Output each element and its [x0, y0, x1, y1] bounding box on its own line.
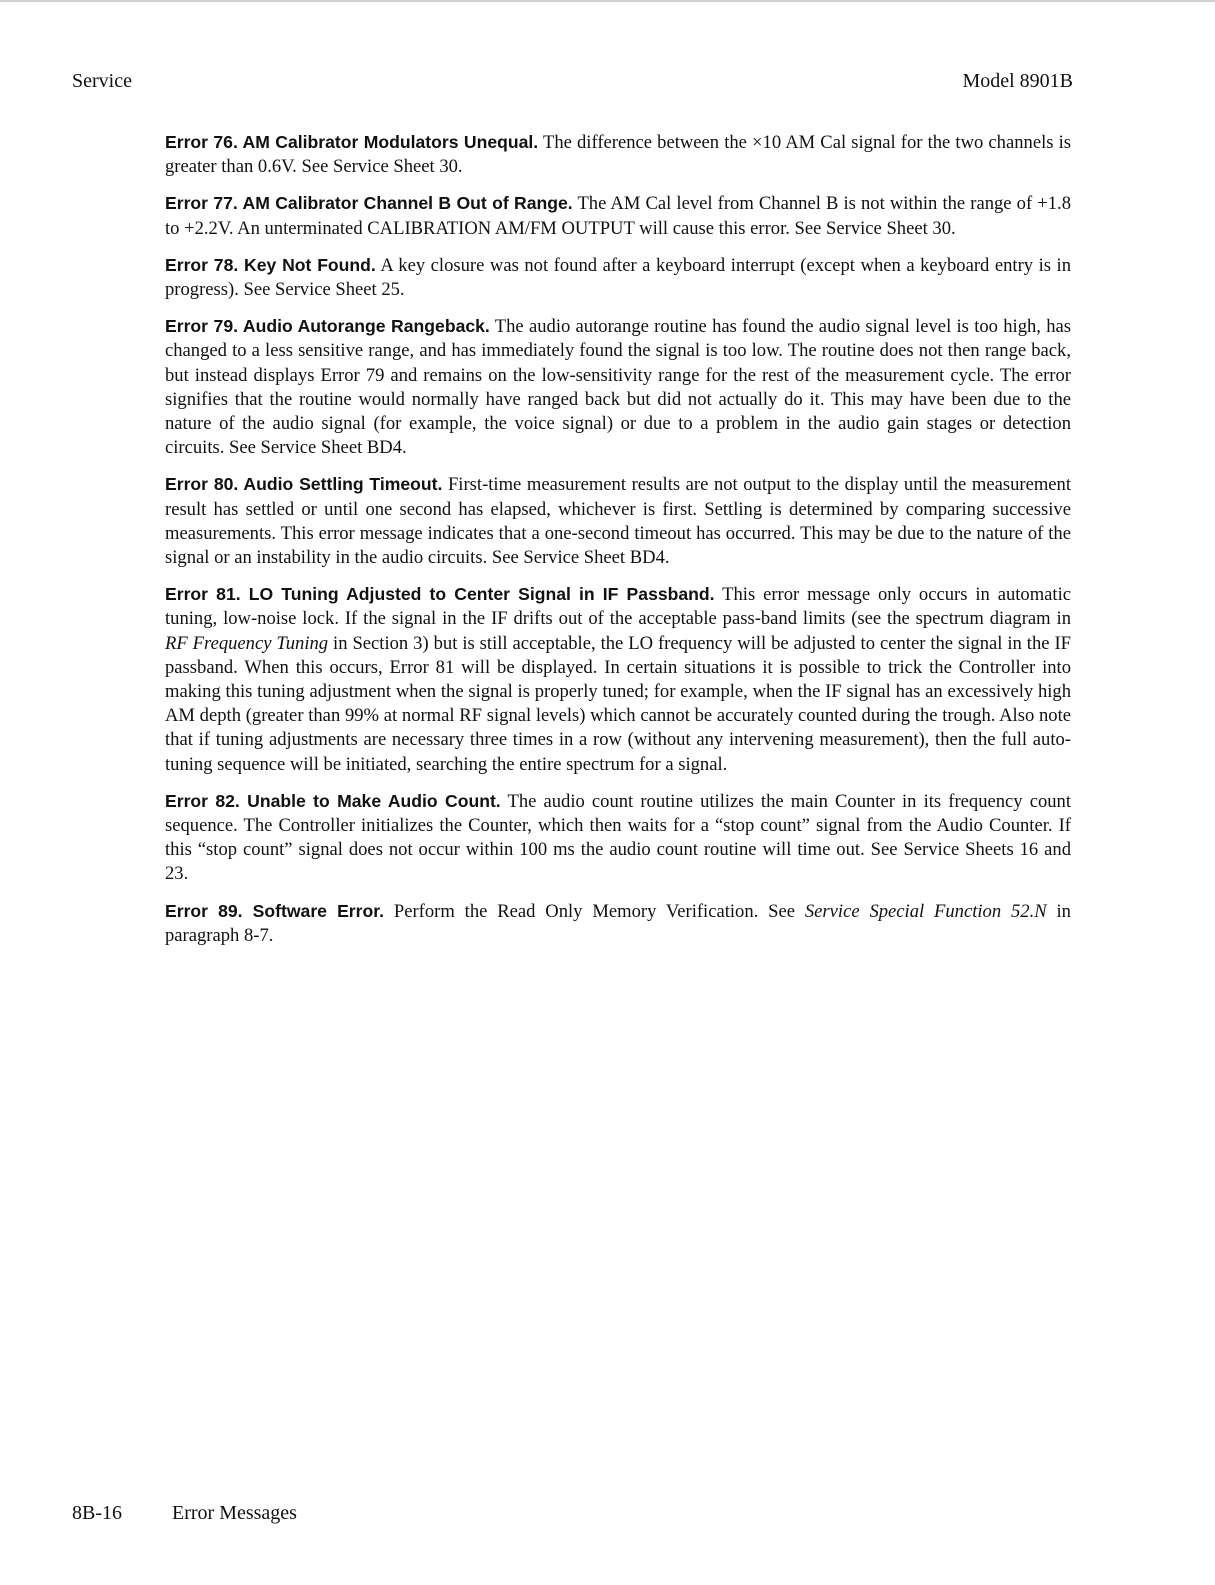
error-entry-77 — [165, 191, 1071, 240]
error-entry-81 — [165, 582, 1071, 777]
error-description-end: in Section 3) but is still acceptable, the LO frequency will be adjusted to center the signal in the IF passband. When this occurs, Error 81 will be displayed. In certain situations it is possible to trick the Controller into making this tuning adjustment when the signal is properly tuned; for example, when the IF signal has an excessively high AM depth (greater than 99% at normal RF signal levels) which cannot be accurately counted during the trough. Also note that if tuning adjustments are necessary three times in a row (without any intervening measurement), then the full auto-tuning sequence will be initiated, searching the entire spectrum for a signal. — [165, 632, 1071, 775]
error-description: First-time measurement results are not output to the display until the measurement result has settled or until one second has elapsed, whichever is first. Settling is determined by comparing successive measurements. This error message indicates that a one-second timeout has occurred. This may be due to the nature of the signal or an instability in the audio circuits. See Service Sheet BD4. — [165, 474, 1071, 569]
error-entry-79 — [165, 314, 1071, 460]
error-description: The audio count routine utilizes the main Counter in its frequency count sequence. The Controller initializes the Counter, which then waits for a “stop count” signal from the Audio Counter. If this “stop count” signal does not occur within 100 ms the audio count routine will time out. See Service Sheets 16 and 23. — [165, 790, 1072, 885]
function-reference: Service Special Function 52.N — [804, 900, 1047, 922]
error-entry-78 — [165, 253, 1071, 302]
error-title: Error 78. Key Not Found. — [165, 254, 376, 275]
section-reference: RF Frequency Tuning — [165, 632, 329, 654]
error-title: Error 89. Software Error. — [165, 900, 385, 921]
page-number: 8B-16 — [72, 1502, 122, 1524]
error-title: Error 80. Audio Settling Timeout. — [165, 474, 443, 495]
error-description: The AM Cal level from Channel B is not within the range of +1.8 to +2.2V. An unterminated CALIBRATION AM/FM OUTPUT will cause this error. See Service Sheet 30. — [165, 193, 1071, 239]
running-header-left: Service — [72, 70, 132, 92]
top-rule — [0, 0, 1215, 2]
error-entry-80 — [165, 472, 1071, 570]
error-title: Error 79. Audio Autorange Rangeback. — [165, 316, 490, 337]
error-entry-82 — [165, 789, 1071, 887]
error-title: Error 82. Unable to Make Audio Count. — [165, 790, 501, 811]
error-description: The audio autorange routine has found the audio signal level is too high, has changed to a less sensitive range, and has immediately found the signal is too low. The routine does not then range back, but instead displays Error 79 and remains on the low-sensitivity range for the rest of the measurement cycle. The error signifies that the routine would normally have ranged back but did not actually do it. This may have been due to the nature of the audio signal (for example, the voice signal) or due to a problem in the audio gain stages or detection circuits. See Service Sheet BD4. — [165, 316, 1072, 459]
error-description-end: in paragraph 8-7. — [165, 900, 1071, 946]
error-description-start: Perform the Read Only Memory Verification. See — [393, 900, 796, 922]
error-description: The difference between the ×10 AM Cal signal for the two channels is greater than 0.6V. See Service Sheet 30. — [165, 132, 1072, 178]
error-description: A key closure was not found after a keyboard interrupt (except when a keyboard entry is in progress). See Service Sheet 25. — [165, 254, 1072, 301]
section-title: Error Messages — [172, 1502, 297, 1524]
error-message-list — [165, 130, 1071, 960]
error-entry-89 — [165, 899, 1071, 948]
error-description-start: This error message only occurs in automatic tuning, low-noise lock. If the signal in the IF drifts out of the acceptable pass-band limits (see the spectrum diagram in — [165, 584, 1072, 630]
error-entry-76 — [165, 130, 1071, 179]
error-title: Error 76. AM Calibrator Modulators Unequal. — [165, 132, 539, 152]
running-header-right: Model 8901B — [962, 70, 1073, 92]
error-title: Error 81. LO Tuning Adjusted to Center Signal in IF Passband. — [165, 584, 715, 605]
error-title: Error 77. AM Calibrator Channel B Out of Range. — [165, 193, 573, 214]
